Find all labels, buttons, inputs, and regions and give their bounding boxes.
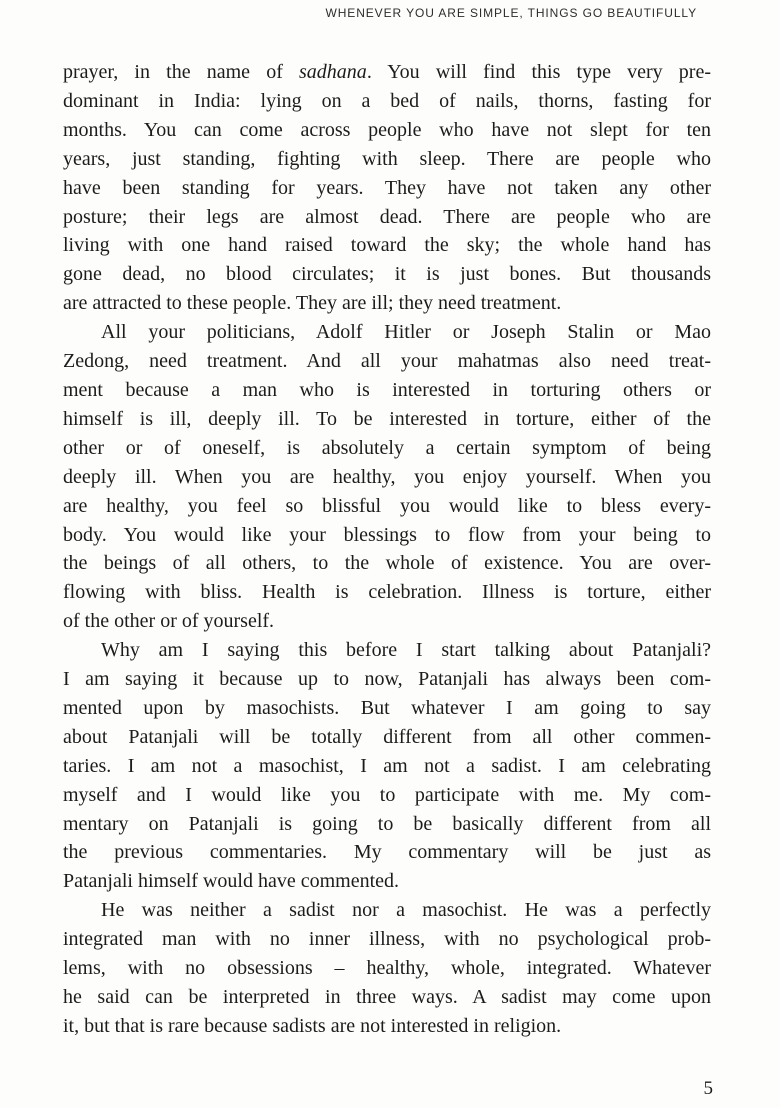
text-line: about Patanjali will be totally different from all other commen- <box>63 725 711 748</box>
text-line: mentary on Patanjali is going to be basically different from all <box>63 812 711 835</box>
paragraph <box>63 318 711 636</box>
text-line: the beings of all others, to the whole of existence. You are over- <box>63 552 711 575</box>
text-line: He was neither a sadist nor a masochist. He was a perfectly <box>101 899 711 922</box>
text-line: flowing with bliss. Health is celebration. Illness is torture, either <box>63 581 711 604</box>
text-line: deeply ill. When you are healthy, you enjoy yourself. When you <box>63 465 711 488</box>
text-line: taries. I am not a masochist, I am not a sadist. I am celebrating <box>63 754 711 777</box>
text-line: living with one hand raised toward the sky; the whole hand has <box>63 234 711 257</box>
text-line: body. You would like your blessings to flow from your being to <box>63 523 711 546</box>
text-line: have been standing for years. They have not taken any other <box>63 176 711 199</box>
text-line: ment because a man who is interested in torturing others or <box>63 378 711 401</box>
text-line: he said can be interpreted in three ways. A sadist may come upon <box>63 986 711 1008</box>
body-text <box>63 58 711 1041</box>
text-line: Why am I saying this before I start talking about Patanjali? <box>101 639 711 662</box>
text-line: months. You can come across people who have not slept for ten <box>63 118 711 141</box>
text-line: integrated man with no inner illness, with no psychological prob- <box>63 928 711 951</box>
text-line: myself and I would like you to participate with me. My com- <box>63 783 711 806</box>
text-line: Zedong, need treatment. And all your mahatmas also need treat- <box>63 350 711 373</box>
text-line: are healthy, you feel so blissful you would like to bless every- <box>63 494 711 517</box>
text-line: lems, with no obsessions – healthy, whole, integrated. Whatever <box>63 957 711 980</box>
text-line: Patanjali himself would have commented. <box>63 870 400 893</box>
running-header: WHENEVER YOU ARE SIMPLE, THINGS GO BEAUTIFULLY <box>325 6 697 20</box>
text-line: of the other or of yourself. <box>63 610 275 633</box>
text-line: himself is ill, deeply ill. To be interested in torture, either of the <box>63 407 711 430</box>
page-number: 5 <box>703 1078 713 1099</box>
paragraph <box>63 58 711 318</box>
paragraph <box>63 896 711 1041</box>
text-line: posture; their legs are almost dead. There are people who are <box>63 205 711 228</box>
text-line: mented upon by masochists. But whatever I am going to say <box>63 696 711 719</box>
text-line: it, but that is rare because sadists are not interested in religion. <box>63 1014 562 1037</box>
text-line: gone dead, no blood circulates; it is just bones. But thousands <box>63 263 711 286</box>
text-line: dominant in India: lying on a bed of nails, thorns, fasting for <box>63 89 711 112</box>
text-line: are attracted to these people. They are ill; they need treatment. <box>63 292 562 315</box>
text-line: years, just standing, fighting with sleep. There are people who <box>63 147 711 170</box>
text-line: I am saying it because up to now, Patanjali has always been com- <box>63 668 711 691</box>
text-line: the previous commentaries. My commentary will be just as <box>63 841 711 864</box>
paragraph <box>63 636 711 896</box>
text-line: prayer, in the name of sadhana. You will find this type very pre- <box>63 61 711 83</box>
text-line: All your politicians, Adolf Hitler or Joseph Stalin or Mao <box>101 321 711 344</box>
text-line: other or of oneself, is absolutely a certain symptom of being <box>63 436 711 459</box>
